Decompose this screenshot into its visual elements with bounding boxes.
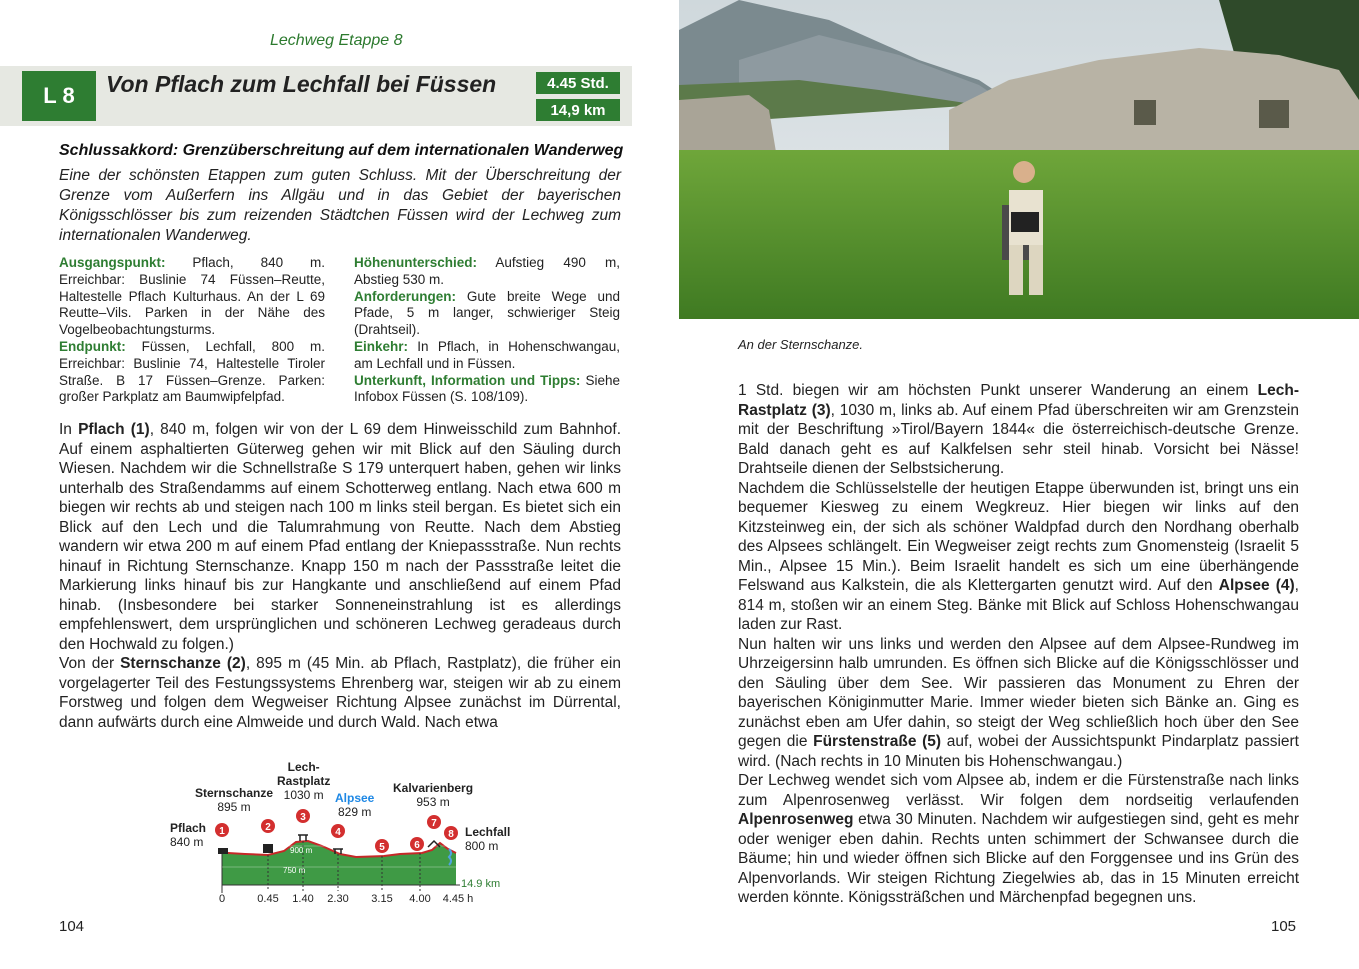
place-sternschanze: Sternschanze 895 m xyxy=(195,786,274,814)
place-pflach: Pflach 840 m xyxy=(170,821,207,849)
svg-text:1: 1 xyxy=(219,826,225,837)
time-tick: 4.00 xyxy=(409,893,431,905)
ref-high-label: 900 m xyxy=(290,846,313,855)
time-tick: 2.30 xyxy=(327,893,349,905)
time-tick: 4.45 h xyxy=(442,893,474,905)
stage-code: L 8 xyxy=(22,71,96,121)
marker-4 xyxy=(331,824,345,838)
svg-text:4: 4 xyxy=(335,827,341,838)
svg-text:5: 5 xyxy=(379,842,385,853)
time-tick: 0 xyxy=(218,893,226,905)
place-lechfall: Lechfall 800 m xyxy=(465,825,511,853)
right-body xyxy=(738,381,1299,908)
svg-text:6: 6 xyxy=(414,840,420,851)
photo-caption: An der Sternschanze. xyxy=(738,337,864,352)
page-number-right: 105 xyxy=(1271,918,1297,935)
marker-5 xyxy=(375,839,389,853)
paragraph: 1 Std. biegen wir am höchsten Punkt unserer Wanderung an einem Lech-Rastplatz (3), 1030 m, links ab. Auf einem Pfad überschreiten wir am Grenzstein mit der Beschriftung »Tirol/Bayern 1844« die österreichisch-deutsche Grenze. Bald danach geht es auf Kalkfelsen sehr steil hinab. Vorsicht bei Nässe! Drahtseile dienen der Selbstsicherung. xyxy=(738,382,1299,477)
fact-refreshment: Einkehr: In Pflach, in Hohenschwangau, am Lechfall und in Füssen. xyxy=(354,338,620,371)
marker-6 xyxy=(410,837,424,851)
stage-title: Von Pflach zum Lechfall bei Füssen xyxy=(106,71,497,97)
ref-low-label: 750 m xyxy=(283,866,306,875)
marker-2 xyxy=(261,819,275,833)
total-distance: 14.9 km xyxy=(461,878,501,890)
svg-text:8: 8 xyxy=(448,829,454,840)
time-tick: 3.15 xyxy=(371,893,393,905)
place-lech-rastplatz: Lech- Rastplatz 1030 m xyxy=(277,760,331,802)
fact-elevation: Höhenunterschied: Aufstieg 490 m, Abstieg 530 m. xyxy=(354,255,620,287)
page-number-left: 104 xyxy=(59,918,85,935)
fact-accommodation: Unterkunft, Information und Tipps: Siehe Infobox Füssen (S. 108/109). xyxy=(354,372,620,405)
village-icon xyxy=(218,848,228,854)
paragraph: Der Lechweg wendet sich vom Alpsee ab, indem er die Fürstenstraße nach links zum Alpenrosenweg verlässt. Wir folgen dem nordseitig verlaufenden Alpenrosenweg etwa 30 Minuten. Nachdem wir aufgestiegen sind, geht es mehr oder weniger eben dahin. Rechts unten schimmert der Schwansee durch die Bäume; hin und wieder öffnen sich Blicke auf den Forggensee und ins Grün des Alpenvorlands. Wir steigen Richtung Ziegelwies ab, das in 15 Minuten erreicht werden könnte. Königssträßchen und Märchenpfad begegnen uns. xyxy=(738,772,1299,906)
paragraph: Nun halten wir uns links und werden den Alpsee auf dem Alpsee-Rundweg im Uhrzeigersinn halb umrunden. Es öffnen sich Blicke auf die Königsschlösser und den Säuling über dem See. Wir passieren das Monument zu Ehren der bayerischen Königinmutter Marie. Immer wieder bieten sich Bänke an. Ging es zunächst eben am Ufer dahin, so steigt der Weg schließlich hoch über den See gegen die Fürstenstraße (5) auf, wobei der Aussichtspunkt Pindarplatz passiert wird. (Nach rechts in 10 Minuten bis Hohenschwangau.) xyxy=(738,635,1299,770)
svg-text:2: 2 xyxy=(265,822,271,833)
paragraph: In Pflach (1), 840 m, folgen wir von der L 69 dem Hinweisschild zum Bahnhof. Auf einem asphaltierten Güterweg gehen wir mit Blick auf den Säuling durch Wiesen. Nachdem wir die Schnellstraße S 179 unterquert haben, gehen wir links unterhalb des Straßendamms auf einem Schotterweg entlang. Nach etwa 600 m biegen wir rechts ab und steigen nach 100 m links steil bergan. Es bietet sich ein Blick auf den Lech und die Talumrahmung von Reutte. Nach dem Abstieg wandern wir etwa 200 m auf einem Pfad entlang der Kniepassstraße. Nun rechts hinauf in Richtung Sternschanze. Knapp 150 m nach der Passstraße leitet die Markierung links hinauf bis zur Hangkante und anschließend auf einem Pfad hinab. (Insbesondere bei starker Sonneneinstrahlung ist es allerdings empfehlenswert, dem ursprünglichen und schöneren Lechweg geradeaus durch den Hochwald zu folgen.) xyxy=(59,421,622,653)
fortress-icon xyxy=(263,844,273,853)
facts-left xyxy=(59,255,325,406)
duration-badge: 4.45 Std. xyxy=(536,72,620,94)
svg-text:3: 3 xyxy=(300,812,306,823)
fact-start: Ausgangspunkt: Pflach, 840 m. Erreichbar: Buslinie 74 Füssen–Reutte, Haltestelle Pflach Kulturhaus. An der L 69 Reutte–Vils. Parken in der Nähe des Vogelbeobachtungsturms. xyxy=(59,255,325,338)
place-alpsee: Alpsee 829 m xyxy=(335,791,375,819)
marker-3 xyxy=(296,809,310,823)
marker-1 xyxy=(215,823,229,837)
time-tick: 1.40 xyxy=(292,893,314,905)
facts-right xyxy=(354,255,620,406)
running-title: Lechweg Etappe 8 xyxy=(270,32,403,49)
marker-7 xyxy=(427,815,441,829)
time-tick: 0.45 xyxy=(257,893,279,905)
intro-text: Eine der schönsten Etappen zum guten Schluss. Mit der Überschreitung der Grenze vom Außerfern ins Allgäu und in das Gebiet der bayerischen Königsschlösser bis zum reizenden Städtchen Füssen wird der Lechweg zum internationalen Wanderweg. xyxy=(59,167,621,244)
bench-icon xyxy=(298,835,308,841)
photo-sternschanze xyxy=(679,0,1359,319)
place-kalvarienberg: Kalvarienberg 953 m xyxy=(393,781,474,809)
distance-badge: 14,9 km xyxy=(536,99,620,121)
subheading: Schlussakkord: Grenzüberschreitung auf dem internationalen Wanderweg xyxy=(59,142,624,159)
fact-requirements: Anforderungen: Gute breite Wege und Pfade, 5 m langer, schwieriger Steig (Drahtseil). xyxy=(354,288,620,338)
paragraph: Von der Sternschanze (2), 895 m (45 Min. ab Pflach, Rastplatz), die früher ein vorgelagerter Teil des Festungssystems Ehrenberg war, steigen wir ab zu einem Forstweg und folgen dem Wegweiser Richtung Alpsee zunächst im Dürrental, dann aufwärts durch eine Almweide und durch Wald. Nach etwa xyxy=(59,655,621,731)
left-body xyxy=(59,420,621,732)
svg-text:7: 7 xyxy=(431,818,437,829)
elevation-profile xyxy=(160,755,520,915)
marker-8 xyxy=(444,826,458,840)
fact-end: Endpunkt: Füssen, Lechfall, 800 m. Erreichbar: Buslinie 74, Haltestelle Tiroler Straße. B 17 Füssen–Grenze. Parken: großer Parkplatz am Baumwipfelpfad. xyxy=(59,338,325,405)
paragraph: Nachdem die Schlüsselstelle der heutigen Etappe überwunden ist, bringt uns ein bequemer Kiesweg zu einem Wegkreuz. Hier biegen wir links auf den Kitzsteinweg ein, der sich als schöner Waldpfad durch den Nordhang oberhalb des Alpsees schlängelt. Ein Wegweiser zeigt rechts zum Gnomensteig (Israelit 5 Min., Alpsee 15 Min.). Beim Israelit handelt es sich um eine überhängende Felswand aus Kalkstein, die als Klettergarten genutzt wird. Auf den Alpsee (4), 814 m, stoßen wir an einem Steg. Bänke mit Blick auf Schloss Hohenschwangau laden zur Rast. xyxy=(738,479,1299,633)
